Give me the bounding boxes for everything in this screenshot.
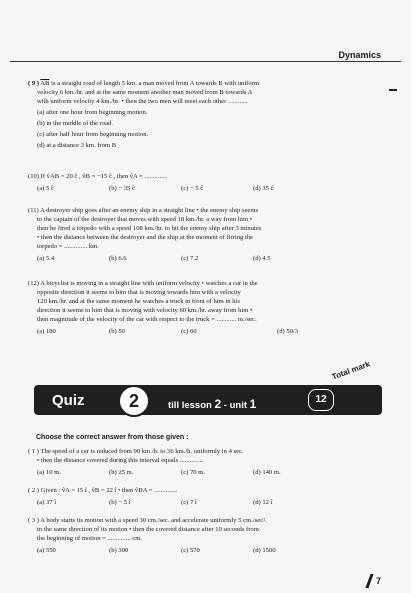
q11-line2: to the captain of the destroyer that moves with speed 18 km./hr. a way from him • — [37, 216, 253, 223]
q11-line3: then he fired a torpedo with a speed 108 km./hr. to hit the enemy ship after 3 minutes — [37, 225, 262, 232]
quiz-question-2 — [28, 486, 388, 507]
q11-line5: torpedo = .............. km. — [37, 243, 99, 250]
question-12 — [28, 279, 388, 336]
q9-line2: velocity 6 km./hr. and at the same moment another man moved from B towards A — [37, 89, 253, 96]
q9-option-c[interactable]: (c) after half hour from beginning motion. — [37, 131, 149, 138]
q12-line5: then magnitude of the velocity of the car with respect to the truck = ............ m./sec. — [37, 316, 257, 323]
q10-option-b[interactable]: (b) − 35 ĉ — [109, 185, 135, 192]
quiz-q1-option-a[interactable]: (a) 10 m. — [37, 469, 61, 476]
quiz-number: 2 — [118, 385, 150, 417]
q12-line2: opposite direction it seems to him that is moving towards him with a velocity — [37, 289, 241, 296]
quiz-label: Quiz — [52, 392, 85, 409]
quiz-q1-line2: • then the distance covered during this interval equals .............. — [37, 457, 203, 464]
q12-option-c[interactable]: (c) 60 — [181, 328, 197, 335]
quiz-q3-line3: the beginning of motion = .............. cm. — [37, 535, 142, 542]
q9-line3: with uniform velocity 4 km./hr. • then the two men will meet each other ............ — [37, 98, 248, 105]
header-rule — [10, 61, 401, 62]
quiz-q3-option-b[interactable]: (b) 300 — [109, 547, 129, 554]
quiz-q1-option-c[interactable]: (c) 70 m. — [181, 469, 205, 476]
question-9 — [28, 79, 388, 150]
q10-option-c[interactable]: (c) − 5 ĉ — [181, 185, 204, 192]
q11-option-b[interactable]: (b) 6.6 — [109, 255, 127, 262]
q12-line1: (12) A bicyclist is moving in a straight line with uniform velocity • watches a car in the — [28, 280, 258, 287]
q12-option-a[interactable]: (a) 180 — [37, 328, 56, 335]
quiz-subtitle-mid: - unit — [221, 400, 250, 411]
q10-option-a[interactable]: (a) 5 ĉ — [37, 185, 54, 192]
page-number-slash — [365, 574, 373, 588]
quiz-q3-line2: in the same direction of its motion • then the covered distance after 10 seconds from — [37, 526, 259, 533]
quiz-q2-option-c[interactable]: (c) 7 î — [181, 499, 197, 506]
quiz-q1-line1: ( 1 ) The speed of a car is reduced from 90 km./h. to 36 km./h. uniformly in 4 sec. — [28, 448, 244, 455]
q9-option-b[interactable]: (b) in the middle of the road. — [37, 120, 113, 127]
quiz-mark-badge: 12 — [308, 389, 334, 411]
q12-option-d[interactable]: (d) 50/3 — [277, 328, 299, 335]
quiz-subtitle-prefix: till lesson — [168, 400, 215, 411]
quiz-lesson: 2 — [214, 397, 222, 411]
quiz-q3-option-c[interactable]: (c) 570 — [181, 547, 200, 554]
q12-option-b[interactable]: (b) 50 — [109, 328, 125, 335]
q9-option-d[interactable]: (d) at a distance 3 km. from B — [37, 142, 117, 149]
q11-line4: • then the distance between the destroyer and the ship at the moment of firring the — [37, 234, 253, 241]
question-11 — [28, 206, 388, 263]
quiz-subtitle — [168, 397, 256, 411]
margin-tick — [389, 89, 397, 91]
quiz-q1-option-b[interactable]: (b) 25 m. — [109, 469, 134, 476]
header-title: Dynamics — [338, 50, 381, 60]
q11-option-a[interactable]: (a) 5.4 — [37, 255, 55, 262]
q12-line3: 120 km./hr. and at the same moment he watches a truck in front of him in his — [37, 298, 240, 305]
quiz-unit: 1 — [249, 397, 257, 411]
quiz-q1-option-d[interactable]: (d) 140 m. — [253, 469, 281, 476]
quiz-q2-option-a[interactable]: (a) 37 î — [37, 499, 57, 506]
q9-vector: $\overline{AB}$ — [40, 80, 50, 87]
q9-number: ( 9 ) — [28, 80, 39, 87]
quiz-q3-option-a[interactable]: (a) 550 — [37, 547, 56, 554]
quiz-q2-text: ( 2 ) Given : v̂A = 15 î , v̂B = 22 î • then v̂BA = .............. — [28, 487, 178, 494]
q12-line4: direction it seems to him that is moving with velocity 60 km./hr. away from him • — [37, 307, 253, 314]
q11-option-c[interactable]: (c) 7.2 — [181, 255, 199, 262]
quiz-question-1 — [28, 447, 388, 477]
q11-option-d[interactable]: (d) 4.5 — [253, 255, 271, 262]
quiz-q2-option-d[interactable]: (d) 12 î — [253, 499, 273, 506]
question-10 — [28, 172, 388, 193]
quiz-q3-option-d[interactable]: (d) 1500 — [253, 547, 276, 554]
q10-text: (10) If v̂AB = 20 ĉ , v̂B = −15 ĉ , then v̂A = .............. — [28, 173, 168, 180]
total-mark-label: Total mark — [330, 359, 372, 382]
instruction: Choose the correct answer from those given : — [36, 434, 189, 441]
quiz-q3-line1: ( 3 ) A body starts its motion with a speed 30 cm./sec. and accelerate uniformly 5 cm./sec². — [28, 517, 267, 524]
quiz-question-3 — [28, 516, 388, 555]
q10-option-d[interactable]: (d) 35 ĉ — [253, 185, 274, 192]
q9-stem: is a straight road of length 5 km. a man moved from A towards B with uniform — [49, 80, 259, 87]
q11-line1: (11) A destroyer ship goes after an enemy ship in a straight line • the enemy ship seems — [28, 207, 259, 214]
quiz-q2-option-b[interactable]: (b) − 5 î — [109, 499, 131, 506]
page-number: 7 — [375, 576, 381, 586]
q9-option-a[interactable]: (a) after one hour from beginning motion. — [37, 109, 148, 116]
